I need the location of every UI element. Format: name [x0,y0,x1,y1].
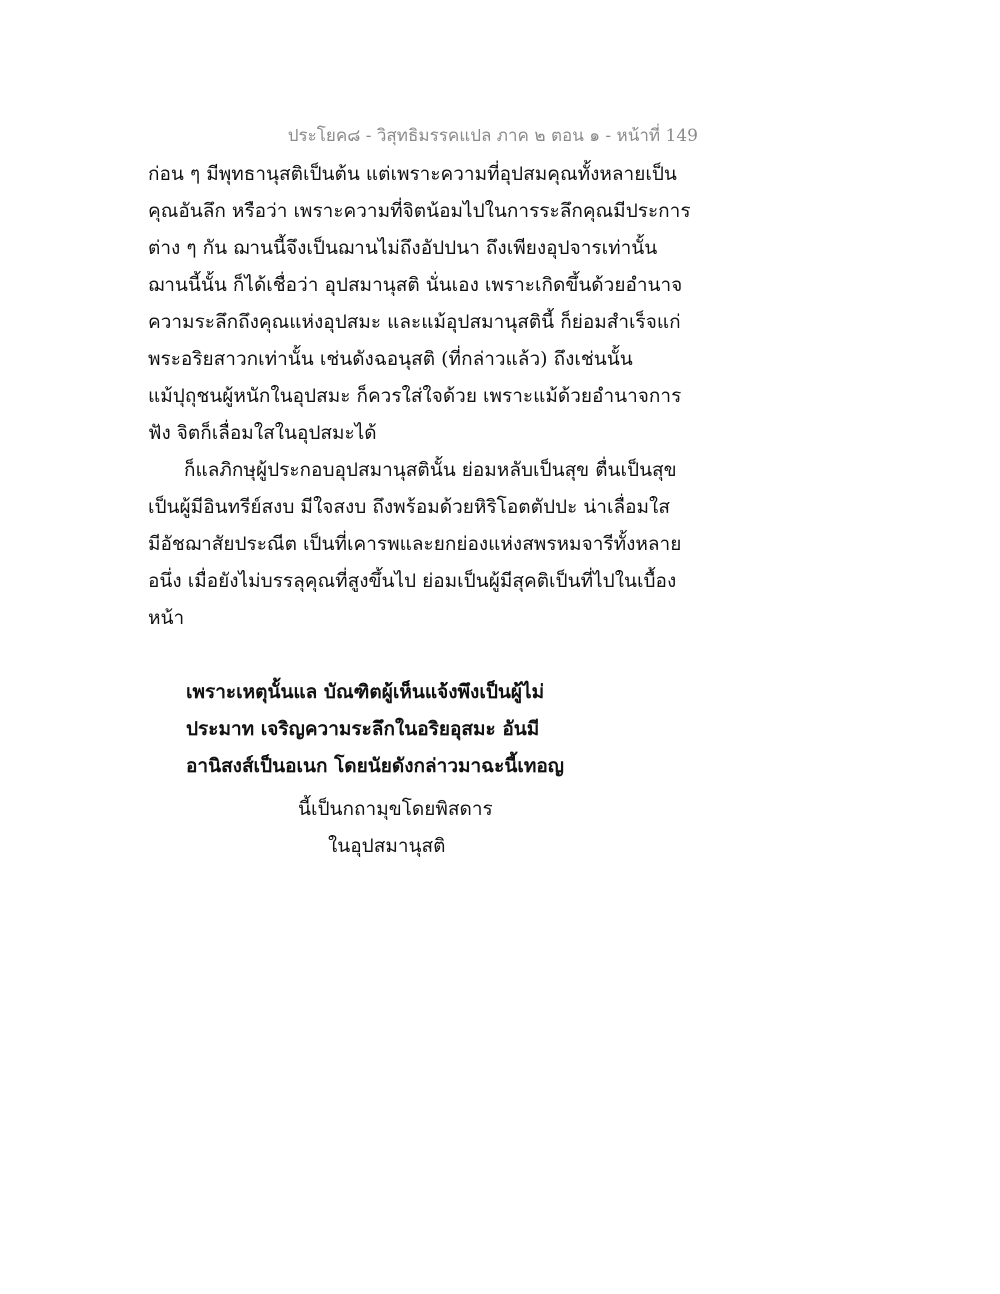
body-text [148,156,708,637]
paragraph-line: ฌานนี้นั้น ก็ได้เชื่อว่า อุปสมานุสติ นั่นเอง เพราะเกิดขึ้นด้วยอำนาจ [148,274,683,296]
paragraph-line: ต่าง ๆ กัน ฌานนี้จึงเป็นฌานไม่ถึงอัปปนา ถึงเพียงอุปจารเท่านั้น [148,237,658,259]
paragraph-line: ฟัง จิตก็เลื่อมใสในอุปสมะได้ [148,422,377,444]
paragraph-line: ก็แลภิกษุผู้ประกอบอุปสมานุสตินั้น ย่อมหลับเป็นสุข ตื่นเป็นสุข [184,459,677,481]
verse-block [186,674,564,785]
page-header: ประโยค๘ - วิสุทธิมรรคแปล ภาค ๒ ตอน ๑ - หน้าที่ 149 [287,126,698,146]
closing-block [0,791,1000,865]
closing-line: ในอุปสมานุสติ [328,835,446,857]
paragraph-line: พระอริยสาวกเท่านั้น เช่นดังฉอนุสติ (ที่กล่าวแล้ว) ถึงเช่นนั้น [148,348,633,370]
paragraph-line: ความระลึกถึงคุณแห่งอุปสมะ และแม้อุปสมานุสตินี้ ก็ย่อมสำเร็จแก่ [148,311,681,333]
paragraph-line: คุณอันลึก หรือว่า เพราะความที่จิตน้อมไปในการระลึกคุณมีประการ [148,200,691,222]
paragraph-line: มีอัชฌาสัยประณีต เป็นที่เคารพและยกย่องแห่งสพรหมจารีทั้งหลาย [148,533,682,555]
paragraph-line: อนึ่ง เมื่อยังไม่บรรลุคุณที่สูงขึ้นไป ย่อมเป็นผู้มีสุคติเป็นที่ไปในเบื้อง [148,570,677,592]
verse-line: เพราะเหตุนั้นแล บัณฑิตผู้เห็นแจ้งพึงเป็นผู้ไม่ [186,681,545,703]
paragraph-line: หน้า [148,607,185,629]
verse-line: ประมาท เจริญความระลึกในอริยอุสมะ อันมี [186,718,540,740]
paragraph-line: ก่อน ๆ มีพุทธานุสติเป็นต้น แต่เพราะความที่อุปสมคุณทั้งหลายเป็น [148,163,677,185]
paragraph-line: แม้ปุถุชนผู้หนักในอุปสมะ ก็ควรใส่ใจด้วย เพราะแม้ด้วยอำนาจการ [148,385,682,407]
closing-line: นี้เป็นกถามุขโดยพิสดาร [298,798,493,820]
paragraph-line: เป็นผู้มีอินทรีย์สงบ มีใจสงบ ถึงพร้อมด้วยหิริโอตตัปปะ น่าเลื่อมใส [148,496,670,518]
verse-line: อานิสงส์เป็นอเนก โดยนัยดังกล่าวมาฉะนี้เทอญ [186,755,564,777]
